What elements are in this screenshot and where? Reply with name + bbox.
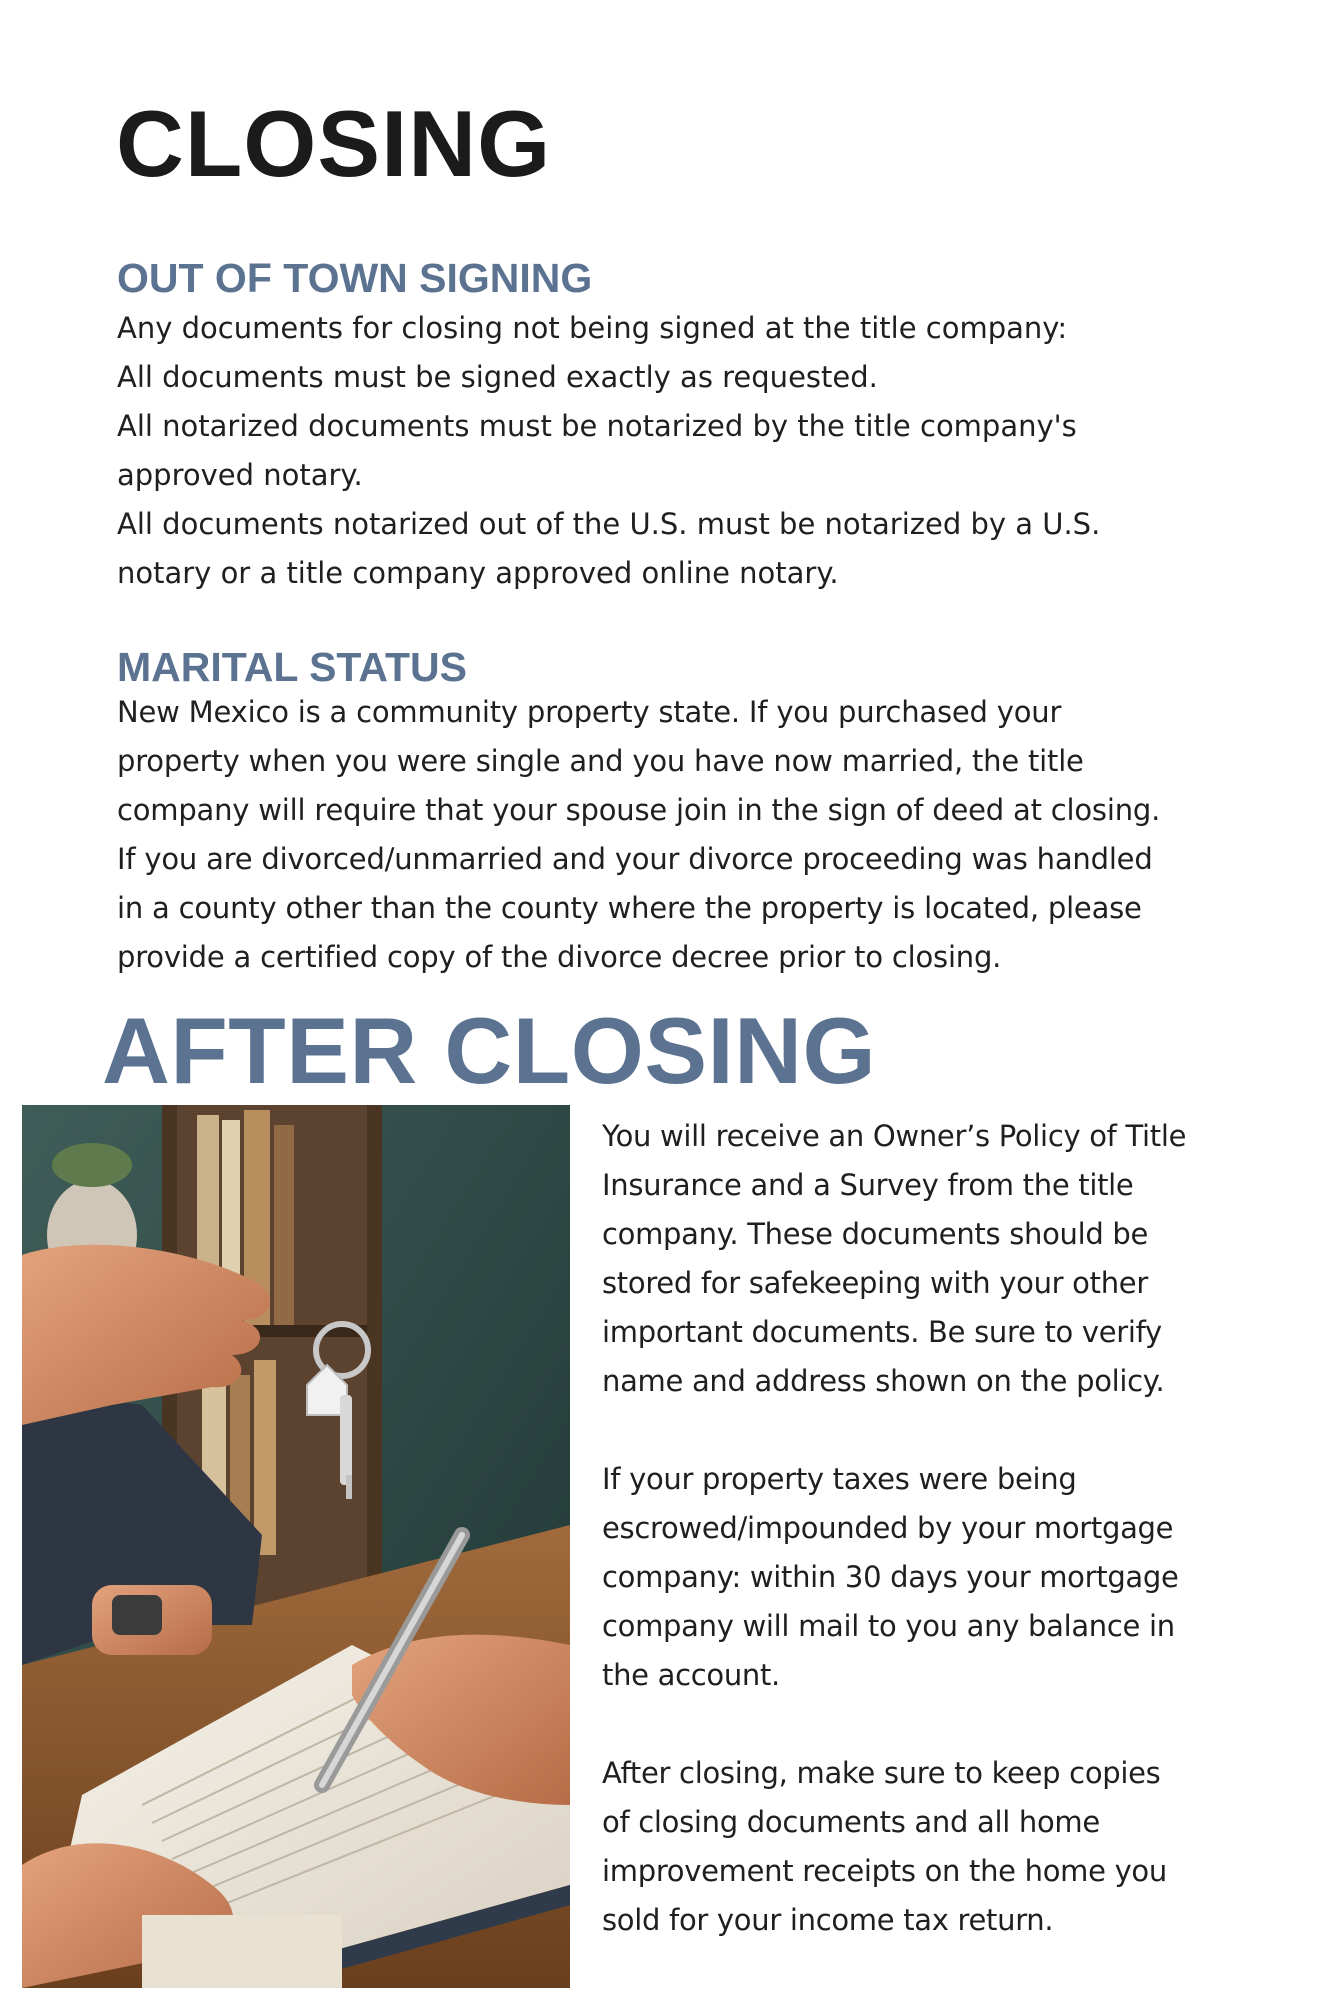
text-line: company: within 30 days your mortgage [602, 1560, 1179, 1594]
text-line: company will mail to you any balance in [602, 1609, 1175, 1643]
text-line: sold for your income tax return. [602, 1903, 1054, 1937]
after-closing-records-text [602, 1749, 1167, 1945]
text-line: provide a certified copy of the divorce decree prior to closing. [117, 940, 1002, 974]
out-of-town-text [117, 304, 1247, 598]
text-line: notary or a title company approved online notary. [117, 556, 839, 590]
keys-and-signing-photo [22, 1105, 570, 1988]
text-line: in a county other than the county where the property is located, please [117, 891, 1142, 925]
text-line: After closing, make sure to keep copies [602, 1756, 1161, 1790]
text-line: approved notary. [117, 458, 363, 492]
out-of-town-heading: OUT OF TOWN SIGNING [117, 255, 593, 301]
text-line: property when you were single and you have now married, the title [117, 744, 1084, 778]
text-line: You will receive an Owner’s Policy of Title [602, 1119, 1187, 1153]
after-closing-title: AFTER CLOSING [102, 998, 877, 1103]
text-line: If your property taxes were being [602, 1462, 1077, 1496]
marital-status-heading: MARITAL STATUS [117, 644, 467, 690]
text-line: stored for safekeeping with your other [602, 1266, 1148, 1300]
text-line: All documents notarized out of the U.S. must be notarized by a U.S. [117, 507, 1101, 541]
text-line: company will require that your spouse join in the sign of deed at closing. [117, 793, 1161, 827]
text-line: Insurance and a Survey from the title [602, 1168, 1134, 1202]
text-line: All documents must be signed exactly as requested. [117, 360, 878, 394]
text-line: name and address shown on the policy. [602, 1364, 1165, 1398]
text-line: If you are divorced/unmarried and your divorce proceeding was handled [117, 842, 1153, 876]
after-closing-policy-text [602, 1112, 1186, 1406]
text-line: New Mexico is a community property state. If you purchased your [117, 695, 1062, 729]
text-line: improvement receipts on the home you [602, 1854, 1167, 1888]
marital-status-text [117, 688, 1247, 982]
text-line: company. These documents should be [602, 1217, 1149, 1251]
text-line: Any documents for closing not being signed at the title company: [117, 311, 1068, 345]
text-line: the account. [602, 1658, 780, 1692]
text-line: of closing documents and all home [602, 1805, 1100, 1839]
page-title: CLOSING [116, 91, 552, 196]
text-line: important documents. Be sure to verify [602, 1315, 1162, 1349]
text-line: All notarized documents must be notarized by the title company's [117, 409, 1077, 443]
text-line: escrowed/impounded by your mortgage [602, 1511, 1174, 1545]
after-closing-taxes-text [602, 1455, 1179, 1700]
